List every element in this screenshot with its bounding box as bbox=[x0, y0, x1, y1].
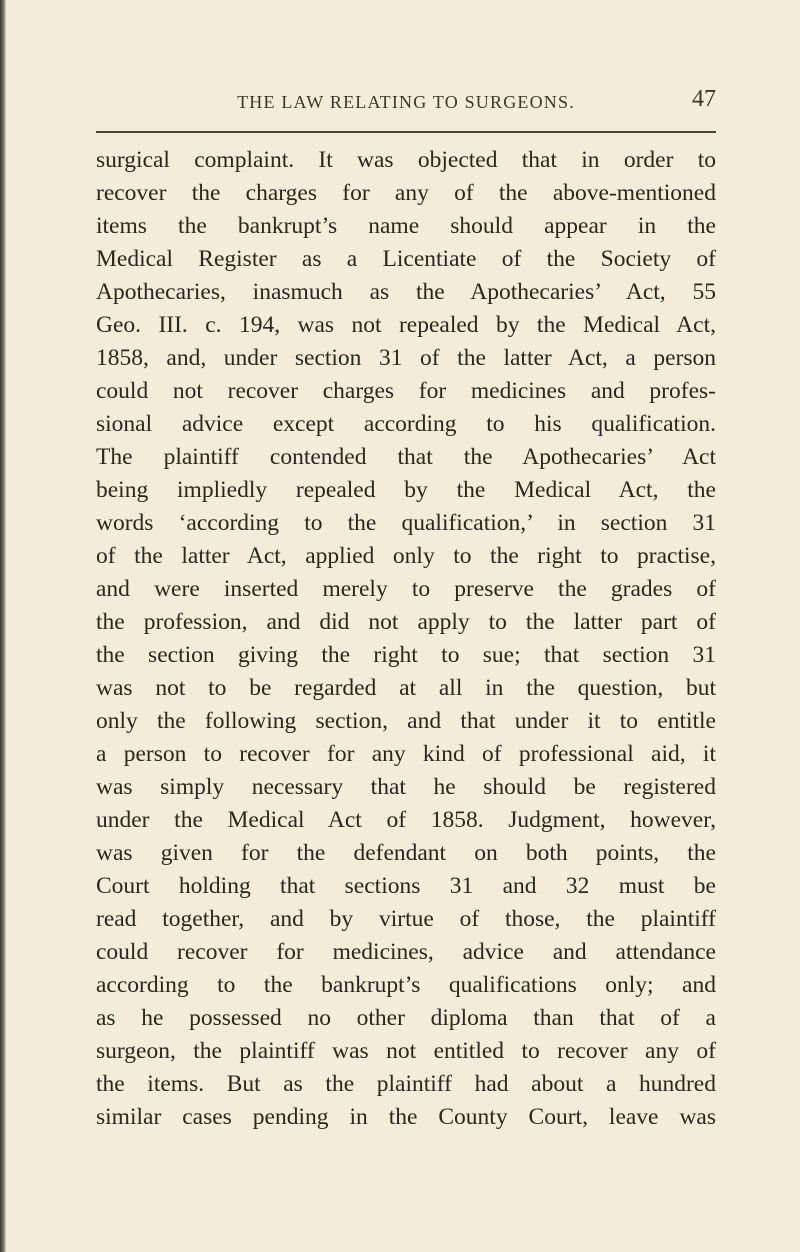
text-line: The plaintiff contended that the Apothecaries’ Act bbox=[96, 444, 716, 470]
text-line: of the latter Act, applied only to the right to practise, bbox=[96, 543, 716, 569]
text-line: a person to recover for any kind of professional aid, it bbox=[96, 741, 716, 767]
text-line: items the bankrupt’s name should appear in the bbox=[96, 213, 716, 239]
text-line: and were inserted merely to preserve the grades of bbox=[96, 576, 716, 602]
text-line: surgical complaint. It was objected that in order to bbox=[96, 147, 716, 173]
text-line: as he possessed no other diploma than that of a bbox=[96, 1005, 716, 1031]
text-line: sional advice except according to his qualification. bbox=[96, 411, 716, 437]
book-page bbox=[96, 0, 716, 1252]
text-line: under the Medical Act of 1858. Judgment, however, bbox=[96, 807, 716, 833]
text-line: words ‘according to the qualification,’ in section 31 bbox=[96, 510, 716, 536]
text-line: 1858, and, under section 31 of the latter Act, a person bbox=[96, 345, 716, 371]
text-line: similar cases pending in the County Court, leave was bbox=[96, 1104, 716, 1130]
text-line: was given for the defendant on both points, the bbox=[96, 840, 716, 866]
page-number: 47 bbox=[692, 86, 716, 112]
text-line: only the following section, and that under it to entitle bbox=[96, 708, 716, 734]
text-line: surgeon, the plaintiff was not entitled to recover any of bbox=[96, 1038, 716, 1064]
text-line: according to the bankrupt’s qualifications only; and bbox=[96, 972, 716, 998]
text-line: was simply necessary that he should be registered bbox=[96, 774, 716, 800]
text-line: being impliedly repealed by the Medical Act, the bbox=[96, 477, 716, 503]
text-line: Court holding that sections 31 and 32 must be bbox=[96, 873, 716, 899]
text-line: Medical Register as a Licentiate of the Society of bbox=[96, 246, 716, 272]
text-line: could not recover charges for medicines and profes- bbox=[96, 378, 716, 404]
text-line: the profession, and did not apply to the latter part of bbox=[96, 609, 716, 635]
text-line: Geo. III. c. 194, was not repealed by the Medical Act, bbox=[96, 312, 716, 338]
text-line: the items. But as the plaintiff had about a hundred bbox=[96, 1071, 716, 1097]
running-head-title: THE LAW RELATING TO SURGEONS. bbox=[237, 92, 575, 112]
text-line: was not to be regarded at all in the question, but bbox=[96, 675, 716, 701]
body-paragraph bbox=[96, 118, 716, 1134]
text-line: Apothecaries, inasmuch as the Apothecaries’ Act, 55 bbox=[96, 279, 716, 305]
text-line: read together, and by virtue of those, the plaintiff bbox=[96, 906, 716, 932]
text-line: the section giving the right to sue; that section 31 bbox=[96, 642, 716, 668]
page-binding-edge bbox=[0, 0, 6, 1252]
text-line: could recover for medicines, advice and attendance bbox=[96, 939, 716, 965]
text-line: recover the charges for any of the above-mentioned bbox=[96, 180, 716, 206]
